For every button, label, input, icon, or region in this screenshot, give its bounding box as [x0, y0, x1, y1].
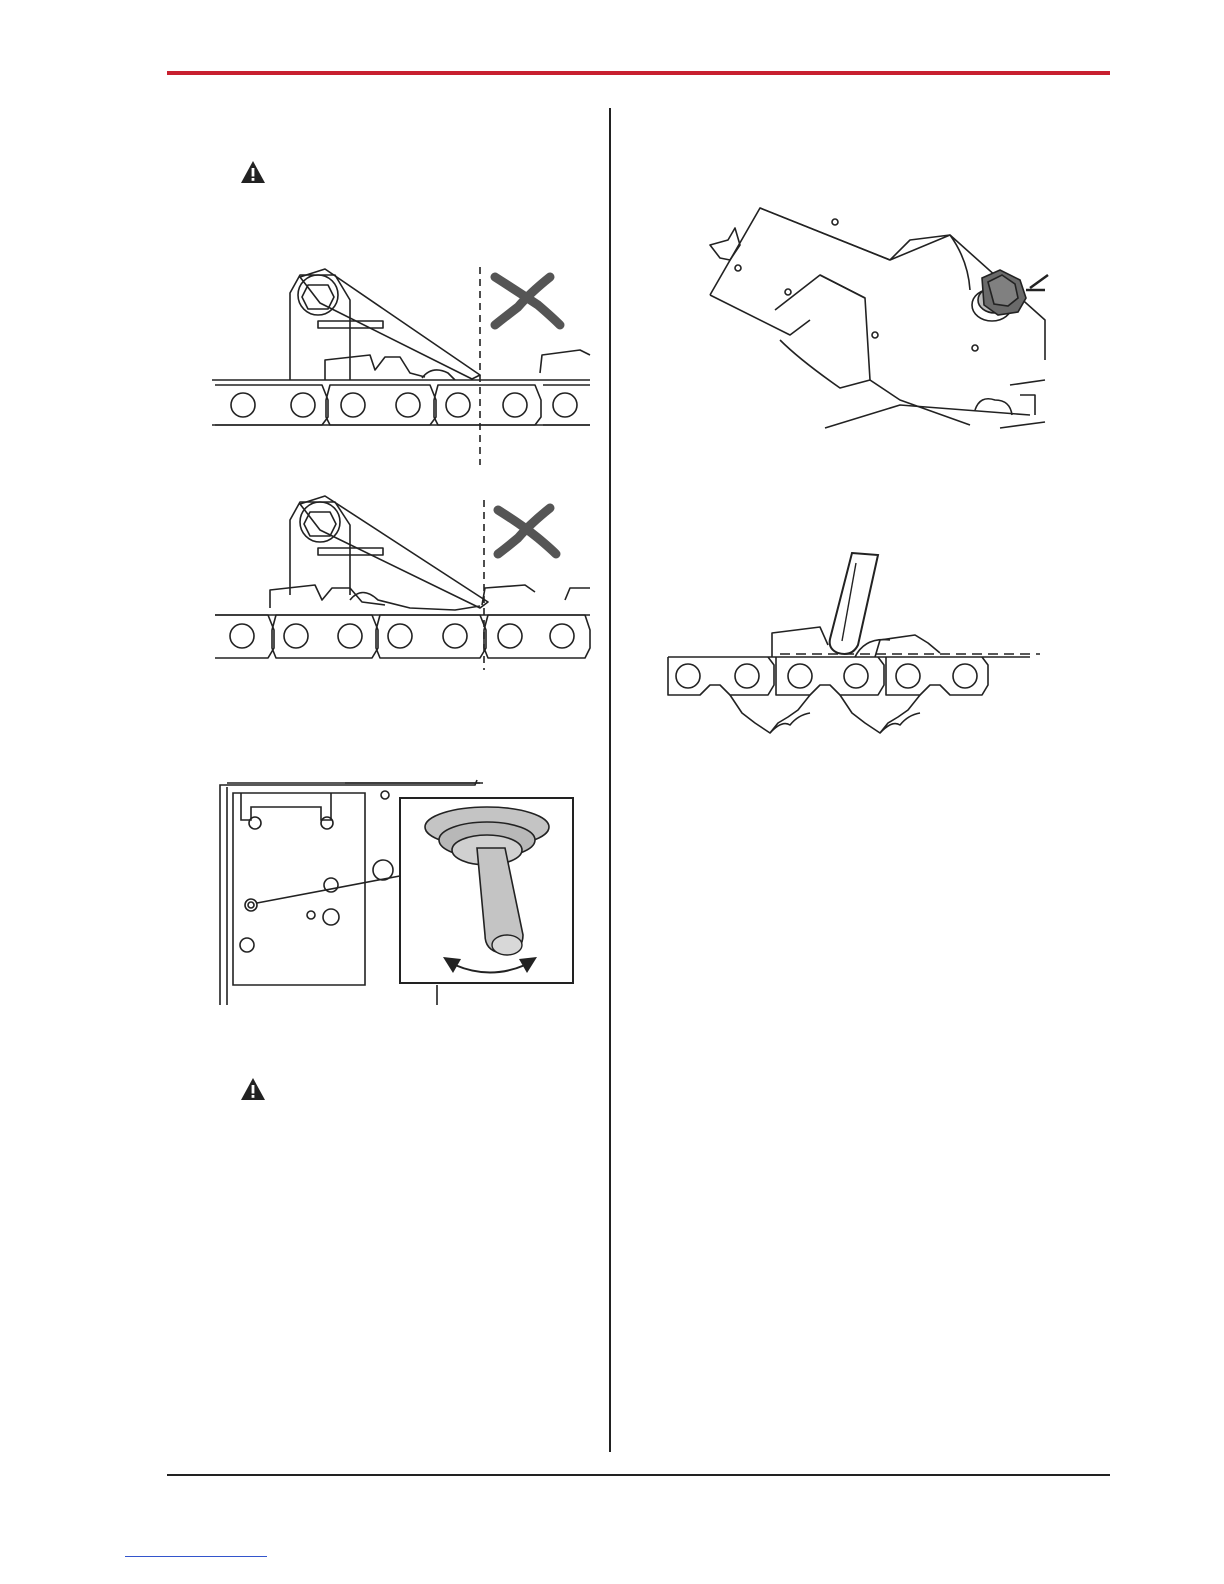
- incorrect-x-mark: [498, 508, 556, 554]
- footer-link-underline[interactable]: [125, 1556, 267, 1557]
- figure-incorrect-depth-gauge-2: [200, 490, 600, 675]
- header-accent-rule: [167, 71, 1110, 75]
- figure-incorrect-depth-gauge-1: [200, 255, 600, 470]
- warning-icon: [240, 160, 266, 184]
- figure-grinder-head-knob: [700, 200, 1050, 430]
- warning-icon: [240, 1077, 266, 1101]
- figure-adjustment-screw-detail: [215, 775, 580, 1010]
- incorrect-x-mark: [495, 277, 560, 325]
- column-divider: [609, 108, 611, 1452]
- footer-rule: [167, 1474, 1110, 1476]
- figure-depth-check-chain: [660, 545, 1050, 745]
